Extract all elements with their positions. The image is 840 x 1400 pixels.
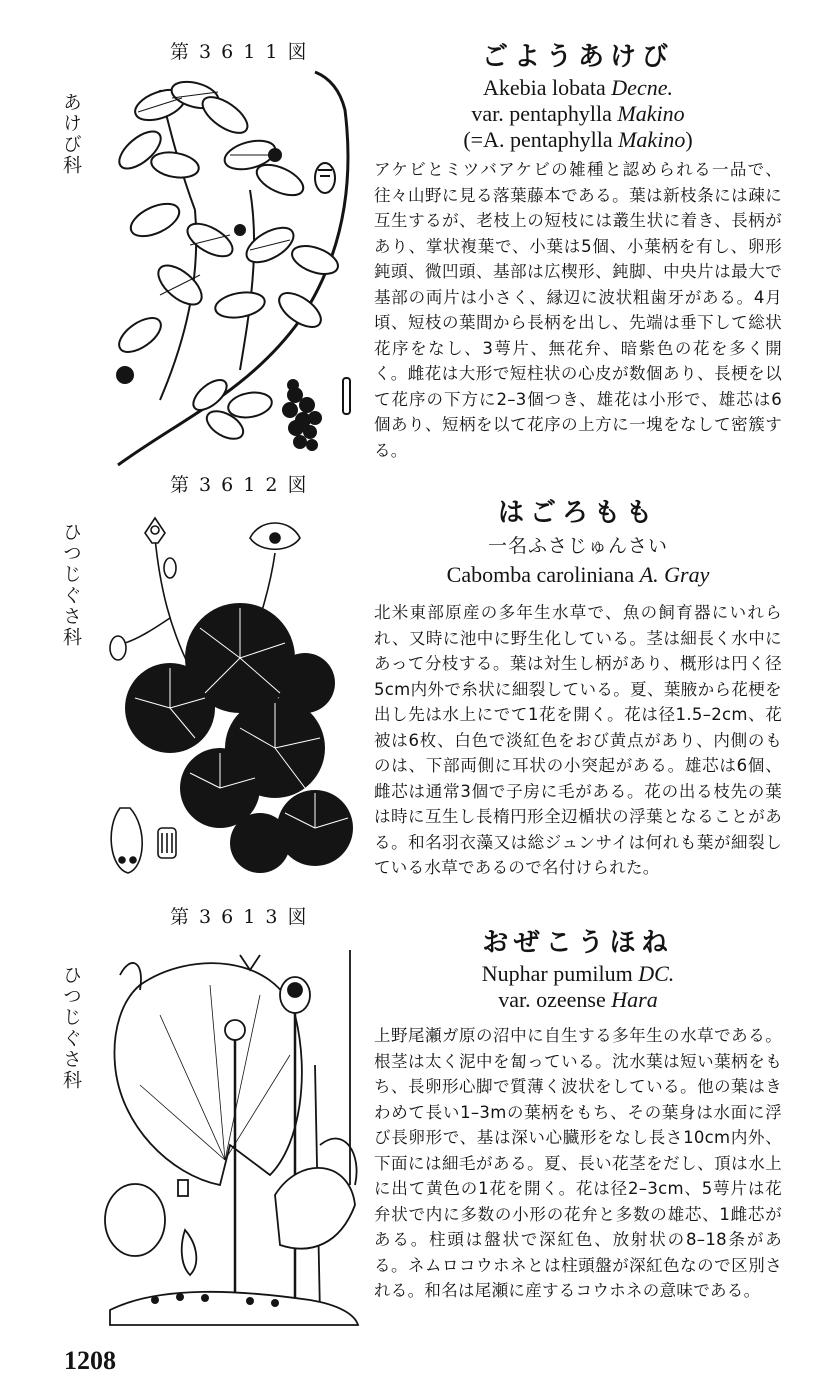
scientific-name-line-2: var. ozeense Hara	[498, 987, 658, 1012]
description-text: 北米東部原産の多年生水草で、魚の飼育器にいれられ、又時に池中に野生化している。茎は細長く水中にあって分枝する。葉は対生し柄があり、概形は円く径5cm内外で糸状に細裂している。夏、葉腋から花梗を出し先は水上にでて1花を開く。花は径1.5–2cm、花被は6枚、白色で淡紅色をおび黄点があり、内側のものは、下部両側に耳状の小突起がある。雄芯は6個、雌芯は通常3個で子房に毛がある。花の出る枝先の葉は時に互生し長楕円形全辺楯状の浮葉となることがある。和名羽衣藻又は総ジュンサイは何れも葉が細裂している水草であるので名付けられた。	[374, 603, 782, 877]
description-text: アケビとミツバアケビの雑種と認められる一品で、往々山野に見る落葉藤本である。葉は新枝条には疎に互生するが、老枝上の短枝には叢生状に着き、長柄があり、掌状複葉で、小葉は5個、小葉柄を有し、卵形鈍頭、微凹頭、基部は広楔形、鈍脚、中央片は最大で基部の両片は小さく、縁辺に波状粗歯牙がある。4月頃、短枝の葉間から長柄を出し、先端は垂下して総状花序をなし、3萼片、無花弁、暗紫色の花を多く開く。雌花は大形で短柱状の心皮が数個あり、長梗を以て花序の下方に2–3個つき、雄花は小形で、雄芯は6個あり、短柄を以て花序の上方に一塊をなして密簇する。	[374, 160, 782, 460]
akebia-illustration	[100, 70, 365, 470]
page-number: 1208	[64, 1346, 116, 1375]
plant-name-japanese: はごろもも	[497, 498, 658, 528]
plant-name-japanese: おぜこうほね	[482, 928, 674, 958]
figure-number-3611: 第 3 6 1 1 図	[170, 41, 309, 63]
entry-hagoromomo	[374, 492, 782, 881]
nuphar-illustration	[100, 945, 365, 1330]
entry-ozekouhone	[374, 922, 782, 1304]
family-label-cabomba: ひつじぐさ科	[60, 522, 82, 648]
plant-name-japanese: ごようあけび	[481, 42, 674, 72]
family-label-akebia: あけび科	[60, 92, 82, 176]
scientific-name-line-1: Cabomba caroliniana A. Gray	[446, 562, 710, 587]
entry-goyouakebi	[374, 36, 782, 463]
scientific-name-line-2: var. pentaphylla Makino	[471, 101, 685, 126]
description-text: 上野尾瀬ガ原の沼中に自生する多年生の水草である。根茎は太く泥中を匐っている。沈水葉は短い葉柄をもち、長卵形心脚で質薄く波状をしている。他の葉はきわめて長い1–3mの葉柄をもち、その葉身は水面に浮び長卵形で、基は深い心臓形をなし長さ10cm内外、下面には細毛がある。夏、長い花茎をだし、頂は水上に出て黄色の1花を開く。花は径2–3cm、5萼片は花弁状で内に多数の小形の花弁と多数の雄芯、1雌芯がある。柱頭は盤状で深紅色、放射状の8–18条がある。ネムロコウホネとは柱頭盤が深紅色なので区別される。和名は尾瀬に産するコウホネの意味である。	[374, 1026, 782, 1300]
cabomba-illustration	[100, 508, 365, 888]
scientific-name-line-3: (=A. pentaphylla Makino)	[463, 127, 693, 152]
figure-number-3613: 第 3 6 1 3 図	[170, 906, 309, 928]
figure-number-3612: 第 3 6 1 2 図	[170, 474, 309, 496]
scientific-name-line-1: Akebia lobata Decne.	[483, 75, 673, 100]
scientific-name-line-1: Nuphar pumilum DC.	[481, 961, 675, 986]
family-label-nuphar: ひつじぐさ科	[60, 965, 82, 1091]
alternate-name: 一名ふさじゅんさい	[487, 535, 668, 557]
